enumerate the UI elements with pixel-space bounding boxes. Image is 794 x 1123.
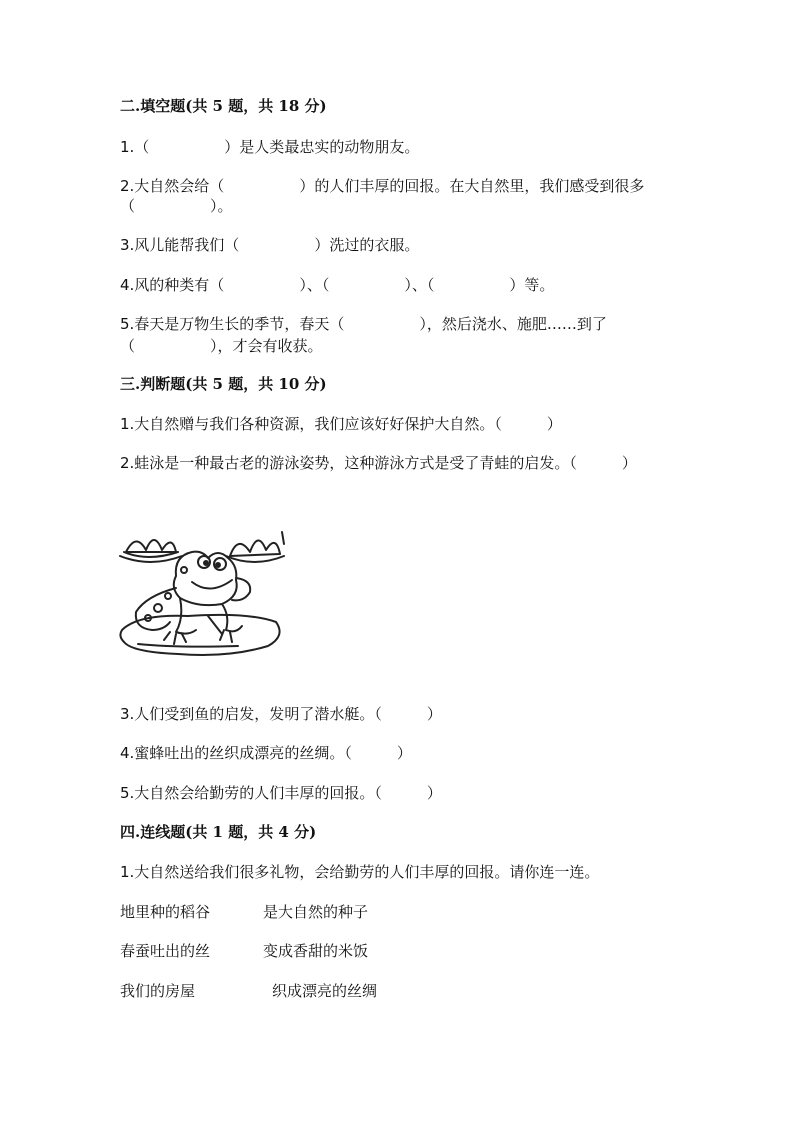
match-left-item: 春蚕吐出的丝 xyxy=(120,942,211,960)
frog-on-lily-pad-icon xyxy=(118,526,288,662)
match-right-item: 织成漂亮的丝绸 xyxy=(272,982,378,1000)
match-right-item: 是大自然的种子 xyxy=(263,903,369,921)
match-right-item: 变成香甜的米饭 xyxy=(263,942,369,960)
fill-question-2-line-2: （ ）。 xyxy=(120,197,233,215)
section-3-heading: 三.判断题(共 5 题，共 10 分) xyxy=(120,375,327,393)
judge-question-5: 5.大自然会给勤劳的人们丰厚的回报。（ ） xyxy=(120,784,442,802)
fill-question-1: 1.（ ）是人类最忠实的动物朋友。 xyxy=(120,138,420,156)
fill-question-5-line-1: 5.春天是万物生长的季节，春天（ ），然后浇水、施肥……到了 xyxy=(120,315,607,333)
judge-question-2: 2.蛙泳是一种最古老的游泳姿势，这种游泳方式是受了青蛙的启发。（ ） xyxy=(120,454,637,472)
fill-question-3: 3.风儿能帮我们（ ）洗过的衣服。 xyxy=(120,236,420,254)
fill-question-2-line-1: 2.大自然会给（ ）的人们丰厚的回报。在大自然里，我们感受到很多 xyxy=(120,177,645,195)
section-2-heading: 二.填空题(共 5 题，共 18 分) xyxy=(120,97,327,115)
section-4-heading: 四.连线题(共 1 题，共 4 分) xyxy=(120,823,317,841)
fill-question-4: 4.风的种类有（ ）、（ ）、（ ）等。 xyxy=(120,276,555,294)
judge-question-1: 1.大自然赠与我们各种资源，我们应该好好保护大自然。（ ） xyxy=(120,415,562,433)
judge-question-3: 3.人们受到鱼的启发，发明了潜水艇。（ ） xyxy=(120,705,442,723)
match-question-1: 1.大自然送给我们很多礼物，会给勤劳的人们丰厚的回报。请你连一连。 xyxy=(120,863,600,881)
fill-question-5-line-2: （ ），才会有收获。 xyxy=(120,337,323,355)
match-left-item: 地里种的稻谷 xyxy=(120,903,211,921)
match-left-item: 我们的房屋 xyxy=(120,982,196,1000)
judge-question-4: 4.蜜蜂吐出的丝织成漂亮的丝绸。（ ） xyxy=(120,744,412,762)
